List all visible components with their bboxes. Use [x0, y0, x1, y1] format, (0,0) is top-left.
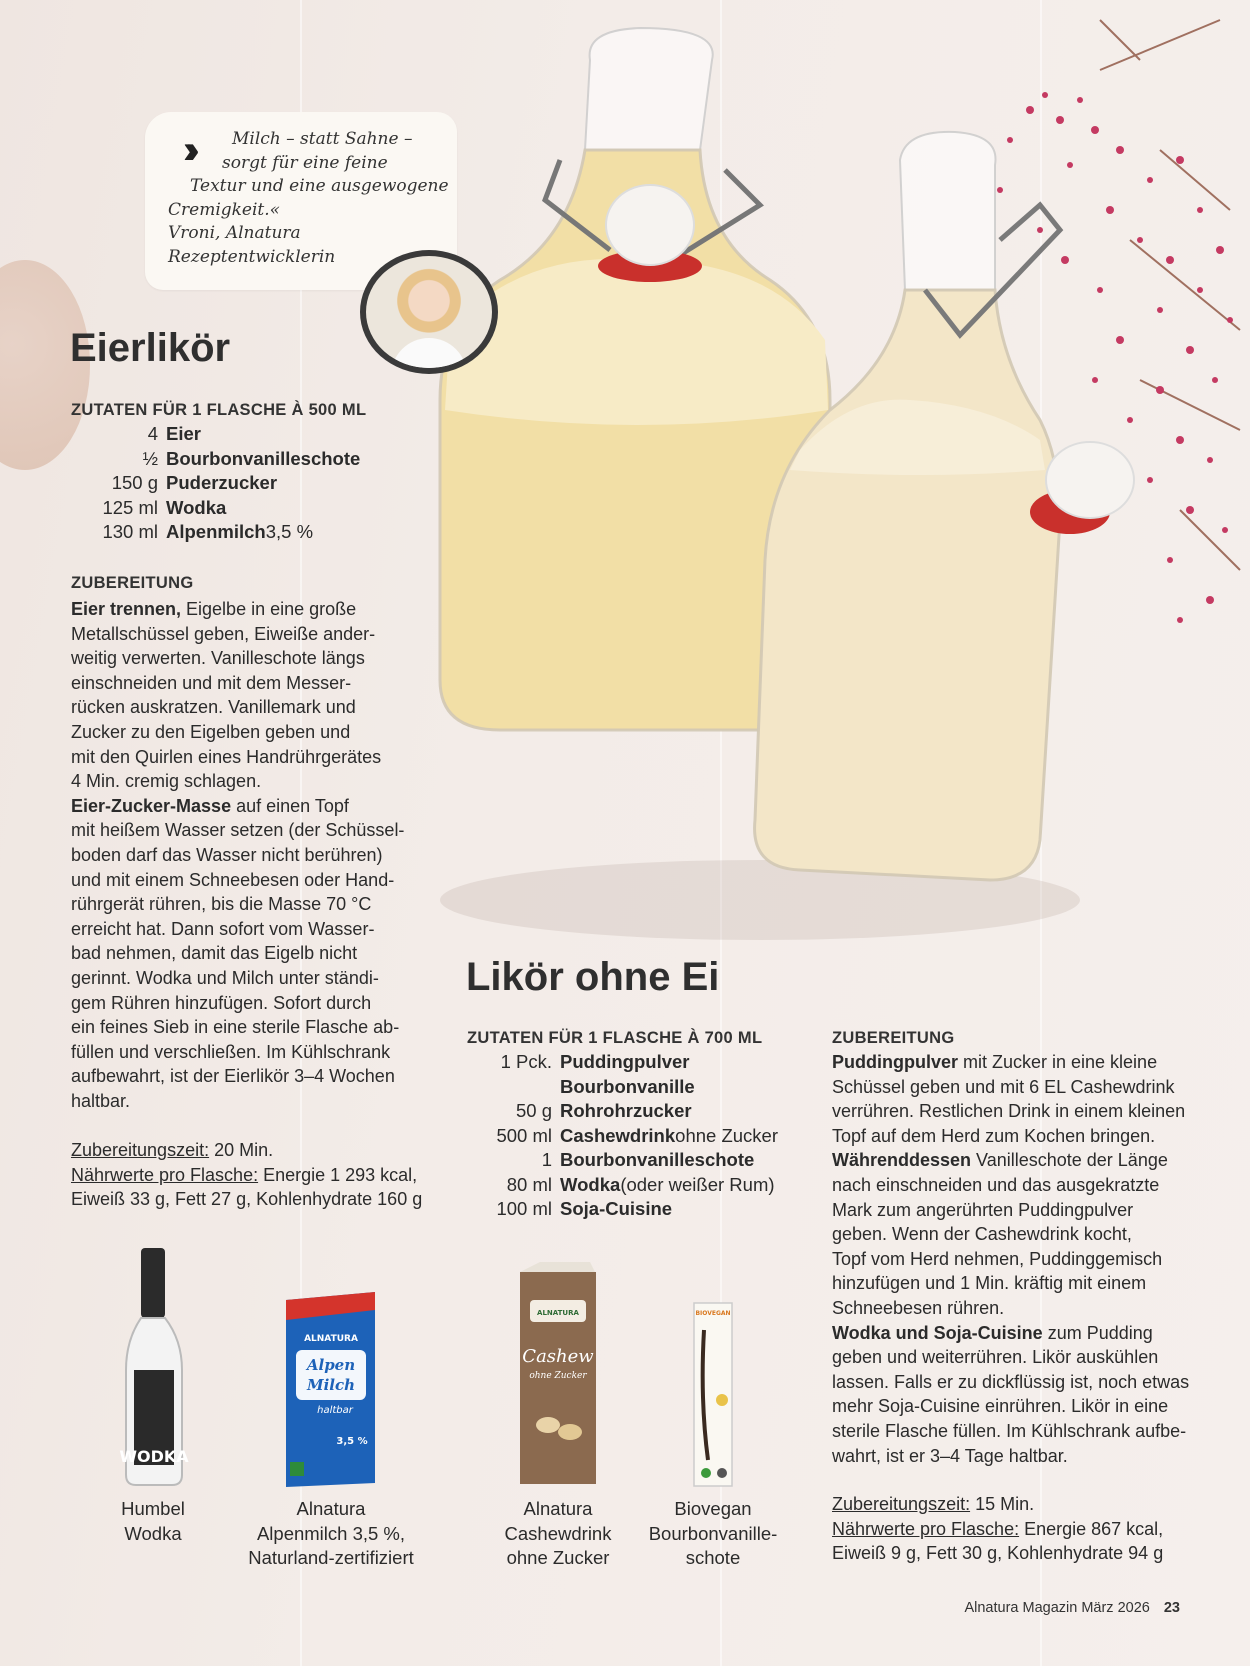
prep-step-lead: Eier-Zucker-Masse [71, 795, 232, 816]
page-footer [964, 1600, 1180, 1616]
recipe1-time-value: 20 Min. [209, 1140, 274, 1160]
alpenmilch-name-2: Milch [306, 1376, 356, 1394]
recipe2-nutri-value2: Eiweiß 9 g, Fett 30 g, Kohlenhydrate 94 g [832, 1543, 1164, 1564]
prep-text: haltbar. [71, 1090, 131, 1111]
magazine-name: Alnatura Magazin März 2026 [964, 1600, 1150, 1616]
cashew-brand: ALNATURA [537, 1309, 579, 1317]
recipe2-nutri-label: Nährwerte pro Flasche: [832, 1518, 1020, 1539]
caption-line: schote [685, 1547, 741, 1568]
page-number: 23 [1163, 1600, 1180, 1616]
product-caption-cashew [493, 1497, 623, 1571]
ingredient-name: Eier [166, 423, 201, 444]
recipe2-time-label: Zubereitungszeit: [832, 1494, 971, 1514]
ingredient-quantity: ½ [142, 447, 158, 469]
prep-text: lassen. Falls er zu dickflüssig ist, noch etwas [832, 1371, 1190, 1392]
prep-step-lead: Währenddessen [832, 1150, 972, 1171]
quote-line: sorgt für eine feine [222, 152, 388, 173]
prep-text: rücken auskratzen. Vanillemark und [71, 697, 356, 718]
recipe1-ingredients-label: ZUTATEN FÜR 1 FLASCHE À 500 ML [71, 401, 367, 419]
ingredient-name: Bourbonvanilleschote [166, 447, 361, 469]
prep-text: einschneiden und mit dem Messer- [71, 672, 352, 693]
quote-author: Vroni, Alnatura [168, 223, 301, 243]
prep-text: Topf vom Herd nehmen, Puddinggemisch [832, 1248, 1163, 1269]
ingredient-quantity: 80 ml [506, 1173, 552, 1195]
recipe1-nutri-label: Nährwerte pro Flasche: [71, 1164, 259, 1185]
biovegan-brand: BIOVEGAN [695, 1310, 731, 1317]
recipe1-title: Eierlikör [70, 326, 231, 370]
prep-text: zum Pudding [1042, 1322, 1153, 1343]
recipe2-time-value: 15 Min. [970, 1494, 1035, 1514]
ingredient-name: Rohrohrzucker [560, 1100, 692, 1121]
prep-text: Topf auf dem Herd zum Kochen bringen. [832, 1125, 1156, 1146]
ingredient-name: Bourbonvanille [560, 1075, 695, 1097]
product-caption-vanilla [638, 1497, 788, 1571]
prep-text: mit heißem Wasser setzen (der Schüssel- [71, 820, 405, 841]
prep-text: aufbewahrt, ist der Eierlikör 3–4 Wochen [71, 1066, 395, 1087]
ingredient-quantity: 50 g [515, 1100, 552, 1121]
ingredient-note: (oder weißer Rum) [620, 1173, 775, 1195]
vanilla-pod-pack-image [694, 1303, 732, 1486]
ingredient-quantity: 100 ml [496, 1198, 552, 1219]
prep-text: wahrt, ist er 3–4 Tage haltbar. [832, 1445, 1068, 1466]
cashew-carton-image [520, 1262, 596, 1484]
prep-text: ein feines Sieb in eine sterile Flasche ab- [71, 1017, 400, 1038]
alpenmilch-carton-image [286, 1292, 375, 1487]
recipe1-time-label: Zubereitungszeit: [71, 1140, 210, 1160]
caption-line: Bourbonvanille- [648, 1522, 778, 1544]
prep-text: Mark zum angerührten Puddingpulver [832, 1199, 1134, 1220]
prep-text: nach einschneiden und das ausgekratzte [832, 1174, 1160, 1195]
prep-text: geben. Wenn der Cashewdrink kocht, [832, 1224, 1132, 1245]
prep-text: verrühren. Restlichen Drink in einem kleinen [832, 1101, 1186, 1122]
ingredient-name: Wodka [166, 496, 227, 518]
ingredient-name: Alpenmilch [166, 521, 266, 542]
ingredient-quantity: 1 Pck. [500, 1051, 552, 1072]
recipe2-nutri-value: Energie 867 kcal, [1019, 1518, 1164, 1539]
vodka-bottle-image [119, 1248, 189, 1485]
ingredient-name: Bourbonvanilleschote [560, 1149, 755, 1170]
prep-text: 4 Min. cremig schlagen. [71, 771, 262, 792]
prep-text: Vanilleschote der Länge [971, 1150, 1168, 1171]
prep-text: Metallschüssel geben, Eiweiße ander- [71, 623, 376, 644]
prep-text: mit Zucker in eine kleine [958, 1052, 1158, 1072]
alpenmilch-haltbar: haltbar [317, 1405, 353, 1416]
ingredient-name: Puddingpulver [560, 1051, 690, 1072]
alpenmilch-name-1: Alpen [306, 1356, 356, 1374]
ingredient-quantity: 130 ml [102, 521, 158, 542]
quote-line: Textur und eine ausgewogene [190, 176, 449, 196]
ingredient-quantity: 150 g [111, 472, 158, 493]
caption-line: ohne Zucker [506, 1547, 610, 1568]
quote-line: Milch – statt Sahne – [232, 129, 413, 149]
prep-text: und mit einem Schneebesen oder Hand- [71, 869, 395, 890]
cashew-name: Cashew [522, 1346, 594, 1367]
ingredient-name: Soja-Cuisine [560, 1198, 673, 1219]
caption-line: Alnatura [296, 1498, 366, 1519]
prep-text: auf einen Topf [231, 795, 349, 816]
prep-text: füllen und verschließen. Im Kühlschrank [71, 1041, 391, 1062]
prep-text: mehr Soja-Cuisine einrühren. Likör in eine [832, 1396, 1169, 1417]
ingredient-quantity: 500 ml [496, 1124, 552, 1146]
prep-step-lead: Puddingpulver [832, 1052, 958, 1072]
ingredient-quantity: 4 [147, 423, 158, 444]
caption-line: Humbel [121, 1498, 185, 1519]
ingredient-quantity: 125 ml [102, 496, 158, 518]
ingredient-name: Puderzucker [166, 472, 278, 493]
alpenmilch-fat: 3,5 % [336, 1436, 368, 1447]
prep-text: Eigelbe in eine große [181, 599, 357, 619]
prep-text: boden darf das Wasser nicht berühren) [71, 844, 383, 865]
caption-line: Alnatura [523, 1498, 593, 1519]
prep-text: hinzufügen und 1 Min. kräftig mit einem [832, 1273, 1147, 1294]
caption-line: Naturland-zertifiziert [248, 1547, 414, 1568]
product-caption-vodka [98, 1497, 208, 1546]
vodka-label-text: WODKA [119, 1447, 189, 1466]
prep-text: Zucker zu den Eigelben geben und [71, 721, 351, 742]
prep-text: sterile Flasche füllen. Im Kühlschrank aufbe- [832, 1420, 1187, 1441]
prep-text: Schüssel geben und mit 6 EL Cashewdrink [832, 1076, 1175, 1097]
prep-text: gerinnt. Wodka und Milch unter ständi- [71, 967, 379, 988]
caption-line: Wodka [124, 1522, 182, 1544]
recipe1-nutri-value2: Eiweiß 33 g, Fett 27 g, Kohlenhydrate 160 g [71, 1189, 423, 1210]
prep-step-lead: Eier trennen, [71, 599, 182, 619]
ingredient-quantity: 1 [541, 1149, 552, 1170]
ingredient-name: Cashewdrink [560, 1124, 676, 1146]
prep-text: gem Rühren hinzufügen. Sofort durch [71, 992, 372, 1013]
prep-step-lead: Wodka und Soja-Cuisine [832, 1322, 1043, 1343]
quote-line: Cremigkeit.« [168, 199, 281, 220]
caption-line: Cashewdrink [504, 1522, 612, 1544]
alpenmilch-brand: ALNATURA [304, 1334, 358, 1344]
ingredient-note: ohne Zucker [675, 1124, 778, 1146]
prep-text: Schneebesen rühren. [832, 1297, 1005, 1318]
caption-line: Biovegan [674, 1498, 752, 1519]
prep-text: erreicht hat. Dann sofort vom Wasser- [71, 918, 375, 939]
prep-text: geben und weiterrühren. Likör auskühlen [832, 1347, 1159, 1368]
quote-author-role: Rezeptentwicklerin [168, 246, 336, 267]
cashew-subtitle: ohne Zucker [529, 1371, 587, 1381]
caption-line: Alpenmilch 3,5 %, [256, 1522, 406, 1544]
product-caption-alpenmilch [231, 1497, 431, 1571]
prep-text: rührgerät rühren, bis die Masse 70 °C [71, 894, 372, 915]
recipe2-title: Likör ohne Ei [466, 955, 720, 999]
recipe2-ingredients-label: ZUTATEN FÜR 1 FLASCHE À 700 ML [467, 1029, 763, 1047]
ingredient-name: Wodka [560, 1173, 621, 1195]
prep-text: weitig verwerten. Vanilleschote längs [71, 648, 365, 669]
prep-text: mit den Quirlen eines Handrührgerätes [71, 746, 382, 767]
recipe2-prep-label: ZUBEREITUNG [832, 1029, 955, 1047]
recipe1-nutri-value: Energie 1 293 kcal, [258, 1164, 418, 1185]
double-chevron-quote-icon: ›› [183, 128, 190, 172]
recipe1-prep-label: ZUBEREITUNG [71, 574, 194, 592]
ingredient-note: 3,5 % [265, 521, 314, 542]
prep-text: bad nehmen, damit das Eigelb nicht [71, 943, 358, 964]
